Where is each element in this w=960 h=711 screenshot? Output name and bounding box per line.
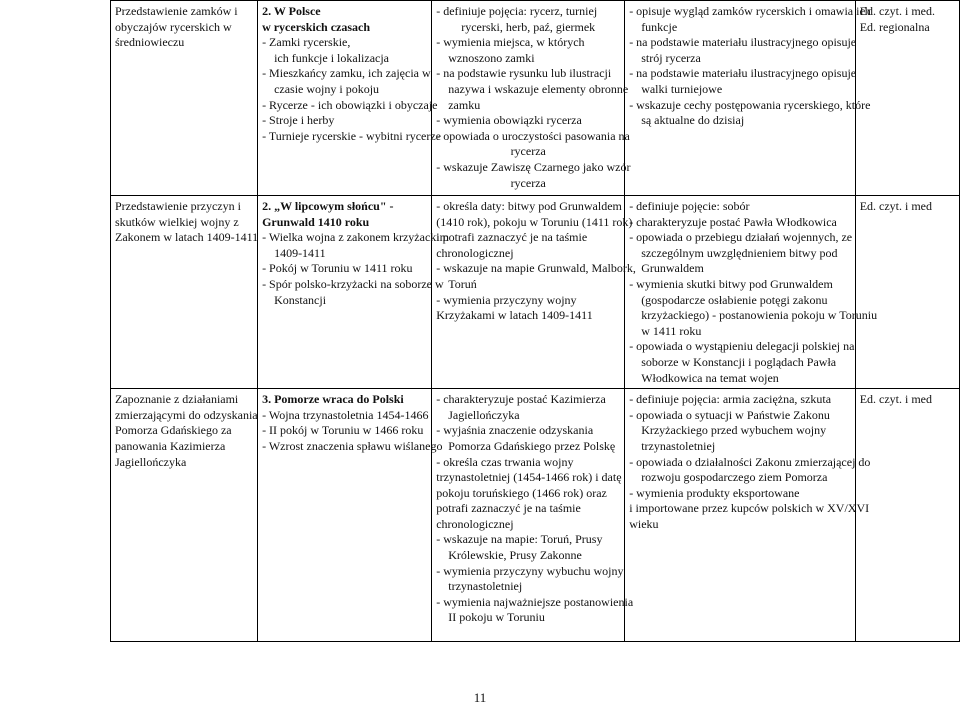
- topic-line: zmierzającymi do odzyskania: [115, 407, 258, 422]
- content-cell: [258, 1, 442, 196]
- requirement-line: szczególnym uwzględnieniem bitwy pod: [641, 245, 838, 260]
- content-line: ich funkcje i lokalizacja: [274, 50, 390, 65]
- topic-line: Zapoznanie z działaniami: [115, 392, 239, 407]
- requirement-line: wznoszono zamki: [448, 50, 535, 65]
- content-line: Konstancji: [274, 292, 327, 307]
- lesson-title: w rycerskich czasach: [262, 19, 371, 34]
- notes-cell: [855, 389, 959, 642]
- requirement-line: potrafi zaznaczyć je na taśmie: [436, 501, 581, 516]
- requirement-line: - opisuje wygląd zamków rycerskich i omawia ich: [629, 4, 871, 18]
- requirement-line: w 1411 roku: [641, 323, 702, 338]
- requirement-line: - wskazuje na mapie Grunwald, Malbork,: [436, 261, 636, 276]
- lesson-title: 2. W Polsce: [262, 4, 321, 18]
- lesson-title: 3. Pomorze wraca do Polski: [262, 392, 404, 407]
- extended-requirements-cell: [625, 196, 878, 389]
- requirement-line: chronologicznej: [436, 516, 514, 531]
- table-row: [111, 1, 960, 196]
- content-line: - Mieszkańcy zamku, ich zajęcia w: [262, 66, 431, 81]
- requirement-line: pokoju toruńskiego (1466 rok) oraz: [436, 485, 607, 500]
- requirement-line: - określa daty: bitwy pod Grunwaldem: [436, 199, 622, 213]
- note-line: Ed. czyt. i med: [859, 392, 932, 407]
- requirement-line: chronologicznej: [436, 245, 514, 260]
- requirement-line: soborze w Konstancji i poglądach Pawła: [641, 354, 837, 369]
- content-line: - Turnieje rycerskie - wybitni rycerze: [262, 128, 442, 143]
- requirement-line: są aktualne do dzisiaj: [641, 113, 745, 128]
- requirement-line: - definiuje pojęcia: armia zaciężna, szkuta: [629, 392, 832, 407]
- requirement-line: Krzyżackiego przed wybuchem wojny: [641, 423, 827, 438]
- lesson-title: 2. „W lipcowym słońcu" -: [262, 199, 394, 213]
- topic-cell: [111, 1, 258, 196]
- requirement-line: - opowiada o sytuacji w Państwie Zakonu: [629, 407, 830, 422]
- requirement-line: - definiuje pojęcia: rycerz, turniej: [436, 4, 598, 18]
- topic-cell: [111, 389, 258, 642]
- topic-line: średniowieczu: [115, 35, 185, 50]
- content-line: 1409-1411: [274, 245, 326, 260]
- requirement-line: - wymienia skutki bitwy pod Grunwaldem: [629, 276, 833, 291]
- requirement-line: - definiuje pojęcie: sobór: [629, 199, 750, 213]
- requirement-line: Pomorza Gdańskiego przez Polskę: [448, 438, 616, 453]
- requirement-line: Królewskie, Prusy Zakonne: [448, 548, 582, 563]
- requirement-line: rozwoju gospodarczego ziem Pomorza: [641, 470, 828, 485]
- content-line: - Zamki rycerskie,: [262, 35, 351, 50]
- content-line: - Wojna trzynastoletnia 1454-1466: [262, 407, 429, 422]
- content-line: - Rycerze - ich obowiązki i obyczaje: [262, 97, 438, 112]
- extended-requirements-cell: [625, 389, 871, 642]
- requirement-line: i potrafi zaznaczyć je na taśmie: [436, 230, 588, 245]
- lesson-title: Grunwald 1410 roku: [262, 214, 370, 229]
- curriculum-table: [110, 0, 960, 642]
- page: [110, 0, 960, 711]
- requirement-line: (gospodarcze osłabienie potęgi zakonu: [641, 292, 828, 307]
- requirement-line: i importowane przez kupców polskich w XV/XVI: [629, 501, 870, 516]
- topic-line: Przedstawienie zamków i: [115, 4, 238, 18]
- notes-cell: [855, 1, 959, 196]
- requirement-line: Krzyżakami w latach 1409-1411: [436, 308, 593, 323]
- content-cell: [258, 389, 443, 642]
- requirement-line: Jagiellończyka: [448, 407, 520, 422]
- topic-line: Pomorza Gdańskiego za: [115, 423, 232, 438]
- table-row: [111, 196, 960, 389]
- basic-requirements-cell: [432, 196, 636, 389]
- table-row: [111, 389, 960, 642]
- requirement-line: trzynastoletniej: [641, 438, 716, 453]
- topic-line: obyczajów rycerskich w: [115, 19, 232, 34]
- content-line: - Pokój w Toruniu w 1411 roku: [262, 261, 413, 276]
- requirement-line: II pokoju w Toruniu: [448, 610, 545, 625]
- requirement-line: - na podstawie materiału ilustracyjnego opisuje: [629, 35, 857, 50]
- requirement-line: trzynastoletniej (1454-1466 rok) i datę: [436, 470, 622, 485]
- requirement-line: rycerski, herb, paź, giermek: [461, 19, 596, 34]
- topic-line: Przedstawienie przyczyn i: [115, 199, 241, 213]
- requirement-line: Toruń: [448, 276, 477, 291]
- requirement-line: - opowiada o uroczystości pasowania na: [436, 128, 630, 143]
- requirement-line: - na podstawie rysunku lub ilustracji: [436, 66, 612, 81]
- requirement-line: wieku: [629, 516, 659, 531]
- requirement-line: - wymienia obowiązki rycerza: [436, 113, 582, 128]
- requirement-line: - wskazuje cechy postępowania rycerskiego, które: [629, 97, 871, 112]
- requirement-line: - wskazuje Zawiszę Czarnego jako wzór: [436, 159, 631, 174]
- requirement-line: - charakteryzuje postać Pawła Włodkowica: [629, 214, 837, 229]
- topic-cell: [111, 196, 258, 389]
- content-line: - Wielka wojna z zakonem krzyżackim: [262, 230, 449, 245]
- requirement-line: trzynastoletniej: [448, 579, 523, 594]
- requirement-line: - wymienia przyczyny wybuchu wojny: [436, 563, 624, 578]
- requirement-line: - na podstawie materiału ilustracyjnego opisuje: [629, 66, 857, 81]
- topic-line: panowania Kazimierza: [115, 438, 226, 453]
- requirement-line: - wskazuje na mapie: Toruń, Prusy: [436, 532, 603, 547]
- requirement-line: rycerza: [510, 144, 546, 159]
- requirement-line: - wymienia produkty eksportowane: [629, 485, 800, 500]
- requirement-line: - wymienia miejsca, w których: [436, 35, 585, 50]
- requirement-line: walki turniejowe: [641, 81, 723, 96]
- topic-line: skutków wielkiej wojny z: [115, 214, 239, 229]
- topic-line: Zakonem w latach 1409-1411: [115, 230, 259, 245]
- requirement-line: - opowiada o wystąpieniu delegacji polskiej na: [629, 339, 855, 354]
- basic-requirements-cell: [432, 389, 634, 642]
- note-line: Ed. czyt. i med: [859, 199, 932, 213]
- notes-cell: [855, 196, 959, 389]
- basic-requirements-cell: [432, 1, 631, 196]
- extended-requirements-cell: [625, 1, 871, 196]
- content-cell: [258, 196, 449, 389]
- requirement-line: - charakteryzuje postać Kazimierza: [436, 392, 606, 407]
- content-line: - II pokój w Toruniu w 1466 roku: [262, 423, 424, 438]
- content-line: - Spór polsko-krzyżacki na soborze w: [262, 276, 444, 291]
- topic-line: Jagiellończyka: [115, 454, 187, 469]
- page-number: 11: [473, 690, 487, 705]
- requirement-line: - określa czas trwania wojny: [436, 454, 574, 469]
- requirement-line: strój rycerza: [641, 50, 701, 65]
- content-line: czasie wojny i pokoju: [274, 81, 380, 96]
- requirement-line: - wymienia najważniejsze postanowienia: [436, 594, 634, 609]
- content-line: - Stroje i herby: [262, 113, 335, 128]
- requirement-line: nazywa i wskazuje elementy obronne: [448, 81, 629, 96]
- requirement-line: - opowiada o działalności Zakonu zmierzającej do: [629, 454, 871, 469]
- requirement-line: Włodkowica na temat wojen: [641, 370, 779, 385]
- requirement-line: - wymienia przyczyny wojny: [436, 292, 577, 307]
- content-line: - Wzrost znaczenia spławu wiślanego: [262, 438, 443, 453]
- requirement-line: zamku: [448, 97, 481, 112]
- requirement-line: (1410 rok), pokoju w Toruniu (1411 rok): [436, 214, 633, 229]
- note-line: Ed. regionalna: [859, 19, 930, 34]
- requirement-line: - wyjaśnia znaczenie odzyskania: [436, 423, 594, 438]
- requirement-line: rycerza: [510, 175, 546, 190]
- note-line: Ed. czyt. i med.: [859, 4, 935, 18]
- requirement-line: Grunwaldem: [641, 261, 704, 276]
- requirement-line: krzyżackiego) - postanowienia pokoju w Toruniu: [641, 308, 878, 323]
- requirement-line: funkcje: [641, 19, 678, 34]
- requirement-line: - opowiada o przebiegu działań wojennych, ze: [629, 230, 853, 245]
